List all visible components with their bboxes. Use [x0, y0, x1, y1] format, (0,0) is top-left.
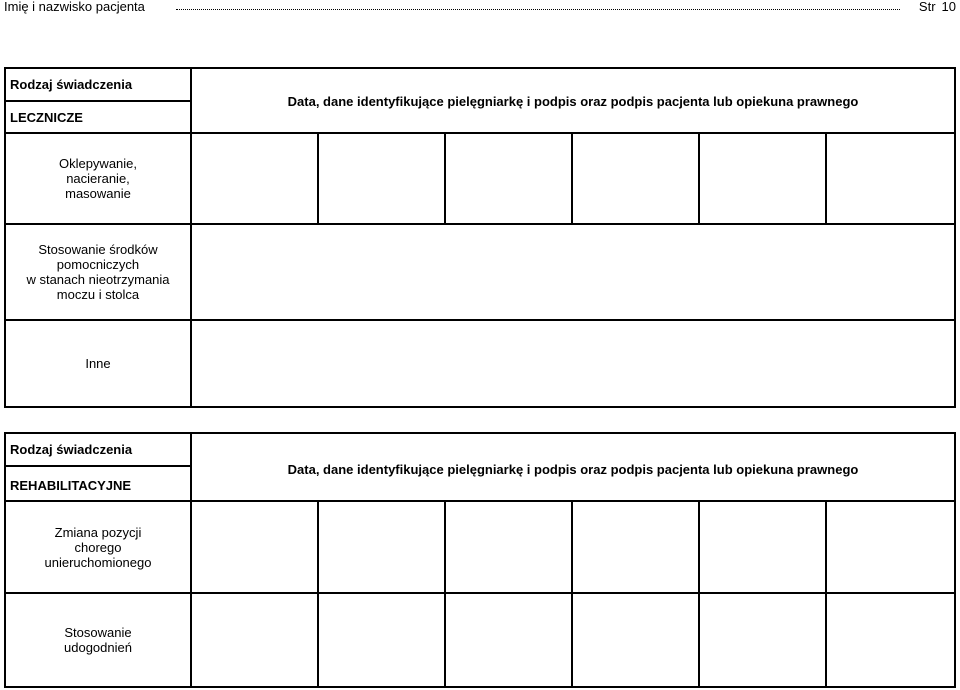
- signature-cell[interactable]: [700, 594, 827, 686]
- signature-cell[interactable]: [446, 134, 573, 223]
- rehab-category-value-cell: [6, 467, 190, 500]
- row-label-text: Zmiana pozycji chorego unieruchomionego: [44, 524, 152, 570]
- row-label-text: Inne: [85, 356, 111, 371]
- page-number-indicator: [919, 0, 956, 14]
- signature-cell[interactable]: [192, 321, 954, 406]
- signature-cell[interactable]: [700, 134, 827, 223]
- medical-row-label: [6, 134, 192, 223]
- signature-cell[interactable]: [700, 502, 827, 592]
- medical-category-value: LECZNICZE: [10, 110, 83, 125]
- medical-services-table: [4, 67, 956, 408]
- signature-cell[interactable]: [827, 502, 954, 592]
- medical-category-label: Rodzaj świadczenia: [10, 77, 133, 92]
- medical-row-other: [6, 321, 954, 406]
- page-header: [4, 0, 956, 24]
- signature-cell[interactable]: [319, 594, 446, 686]
- signature-cell[interactable]: [446, 594, 573, 686]
- medical-category-value-cell: [6, 102, 190, 132]
- rehab-row-aids: [6, 594, 954, 686]
- medical-category-cell: [6, 69, 192, 132]
- rehab-signature-column-header: Data, dane identyfikujące pielęgniarkę i podpis oraz podpis pacjenta lub opiekuna prawnego: [287, 462, 859, 477]
- signature-cell[interactable]: [827, 134, 954, 223]
- signature-cell[interactable]: [573, 134, 700, 223]
- signature-cell[interactable]: [827, 594, 954, 686]
- rehab-row-position-change: [6, 502, 954, 594]
- rehab-category-label-cell: [6, 434, 190, 467]
- medical-table-header: [6, 69, 954, 134]
- rehab-row-label: [6, 594, 192, 686]
- page-number: 10: [941, 0, 956, 14]
- rehab-category-label: Rodzaj świadczenia: [10, 442, 133, 457]
- medical-signature-column-header: Data, dane identyfikujące pielęgniarkę i podpis oraz podpis pacjenta lub opiekuna prawnego: [287, 94, 859, 109]
- medical-row-massage: [6, 134, 954, 225]
- signature-cell[interactable]: [192, 225, 954, 319]
- signature-cell[interactable]: [192, 134, 319, 223]
- rehab-category-value: REHABILITACYJNE: [10, 478, 132, 493]
- signature-cell[interactable]: [446, 502, 573, 592]
- patient-name-dotted-line: [176, 9, 900, 10]
- signature-cell[interactable]: [573, 594, 700, 686]
- page-label: Str: [918, 0, 936, 14]
- medical-category-label-cell: [6, 69, 190, 102]
- medical-row-incontinence: [6, 225, 954, 321]
- signature-cell[interactable]: [192, 594, 319, 686]
- signature-cell[interactable]: [319, 134, 446, 223]
- row-label-text: Oklepywanie, nacieranie, masowanie: [58, 156, 138, 201]
- signature-cell[interactable]: [573, 502, 700, 592]
- medical-row-label: [6, 225, 192, 319]
- rehab-row-label: [6, 502, 192, 592]
- rehab-table-header: [6, 434, 954, 502]
- medical-row-label: [6, 321, 192, 406]
- patient-name-label: Imię i nazwisko pacjenta: [4, 0, 145, 14]
- rehab-services-table: [4, 432, 956, 688]
- signature-cell[interactable]: [319, 502, 446, 592]
- row-label-text: Stosowanie udogodnień: [64, 625, 132, 655]
- rehab-category-cell: [6, 434, 192, 500]
- row-label-text: Stosowanie środków pomocniczych w stanach nieotrzymania moczu i stolca: [26, 242, 170, 302]
- signature-cell[interactable]: [192, 502, 319, 592]
